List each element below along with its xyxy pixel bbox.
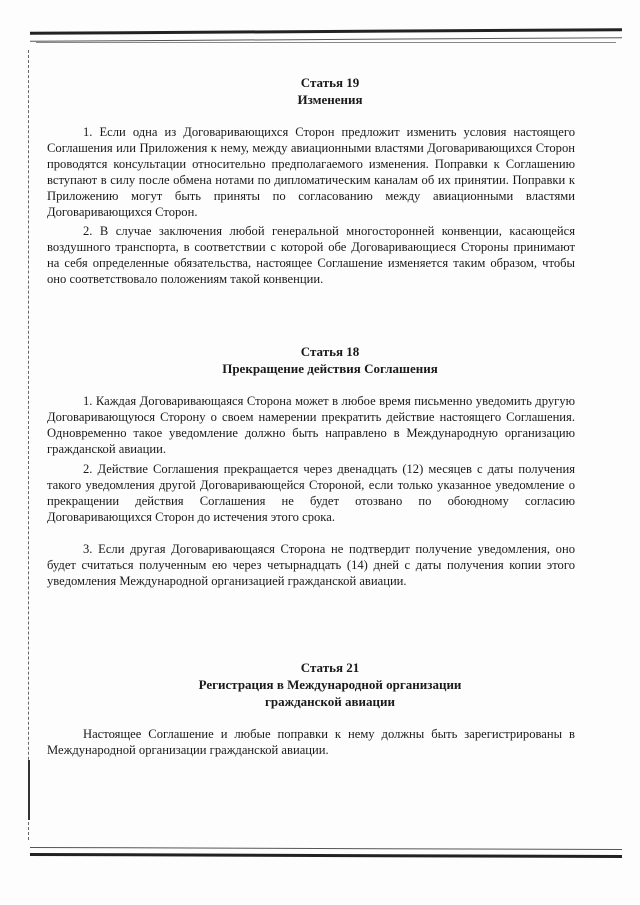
article-18-title: Прекращение действия Соглашения xyxy=(222,361,438,376)
article-18-paragraph-2: 2. Действие Соглашения прекращается через двенадцать (12) месяцев с даты получения такого уведомления другой Договаривающейся Стороной, если только указанное уведомление о прекращении действия Соглашения не будет отозвано по обоюдному согласию Договаривающихся Сторон до истечения этого срока. xyxy=(47,462,575,524)
article-18-paragraph-1: 1. Каждая Договаривающаяся Сторона может в любое время письменно уведомить другую Договаривающуюся Сторону о своем намерении прекратить действие настоящего Соглашения. Одновременно такое уведомление должно быть направлено в Международную организацию гражданской авиации. xyxy=(47,394,575,456)
scan-border-top-thin xyxy=(36,42,616,43)
article-21-title-line-2: гражданской авиации xyxy=(265,694,395,709)
scan-border-bottom xyxy=(30,847,622,858)
article-19-paragraph-1: 1. Если одна из Договаривающихся Сторон предложит изменить условия настоящего Соглашения или Приложения к нему, между авиационными властями Договаривающихся Сторон проводятся консультации относительно предполагаемого изменения. Поправки к Соглашению вступают в силу после обмена нотами по дипломатическим каналам об их принятии. Поправки к Приложению могут быть приняты по согласованию между авиационными властями Договаривающихся Сторон. xyxy=(47,125,575,219)
article-21-number: Статья 21 xyxy=(300,660,360,675)
article-19-number: Статья 19 xyxy=(300,75,360,90)
article-21-title-line-1: Регистрация в Международной организации xyxy=(198,677,462,692)
article-18-paragraph-3: 3. Если другая Договаривающаяся Сторона не подтвердит получение уведомления, оно будет считаться полученным ею через четырнадцать (14) дней с даты получения копии этого уведомления Международной организацией гражданской авиации. xyxy=(47,542,575,588)
article-21-paragraph-1: Настоящее Соглашение и любые поправки к нему должны быть зарегистрированы в Международной организации гражданской авиации. xyxy=(47,727,575,757)
article-19-paragraph-2: 2. В случае заключения любой генеральной многосторонней конвенции, касающейся воздушного транспорта, в соответствии с которой обе Договаривающиеся Стороны принимают на себя определенные обязательства, настоящее Соглашение изменяется таким образом, чтобы оно соответствовало положениям такой конвенции. xyxy=(47,224,575,286)
scan-mark-left xyxy=(28,760,30,820)
article-19-title: Изменения xyxy=(297,92,363,107)
scan-border-left xyxy=(28,50,29,840)
scan-border-top xyxy=(30,28,622,42)
article-18-number: Статья 18 xyxy=(300,344,360,359)
